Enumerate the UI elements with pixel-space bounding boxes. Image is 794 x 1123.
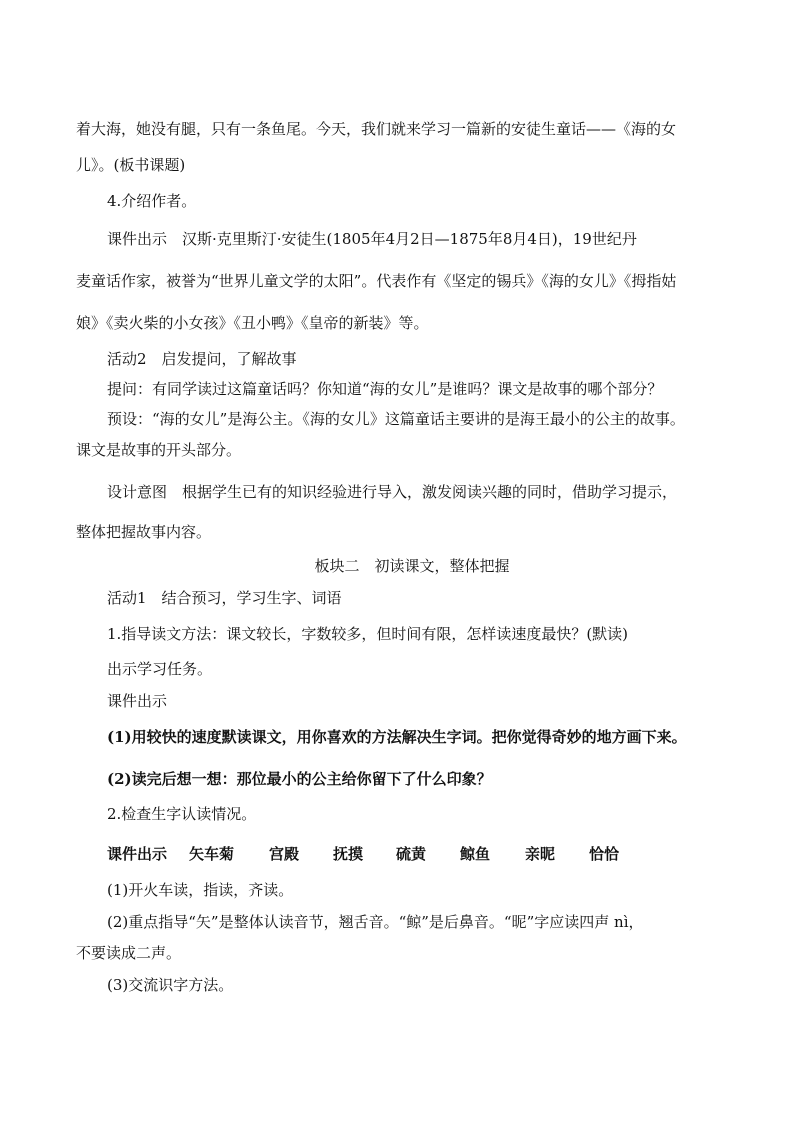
paragraph-intro-line-2: 儿》。(板书课题) xyxy=(76,156,186,174)
section-2-heading xyxy=(0,556,794,576)
step-introduce-author: 4.介绍作者。 xyxy=(107,192,197,210)
show-task-line: 出示学习任务。 xyxy=(107,660,213,678)
pronunciation-guide-line-1: (2)重点指导“矢”是整体认读音节，翘舌音。“鲸”是后鼻音。“昵”字应读四声 nì， xyxy=(107,913,644,931)
preset-answer-line-1: 预设：“海的女儿”是海公主。《海的女儿》这篇童话主要讲的是海王最小的公主的故事。 xyxy=(107,410,685,428)
author-info-line-2: 麦童话作家，被誉为“世界儿童文学的太阳”。代表作有《坚定的锡兵》《海的女儿》《拇指姑 xyxy=(76,272,677,290)
section-2-heading-text: 板块二 初读课文，整体把握 xyxy=(314,557,510,575)
design-intent-line-1: 设计意图 根据学生已有的知识经验进行导入，激发阅读兴趣的同时，借助学习提示， xyxy=(107,483,678,501)
vocab-word: 抚摸 xyxy=(333,845,364,863)
task-1-line: (1)用较快的速度默读课文，用你喜欢的方法解决生字词。把你觉得奇妙的地方画下来。 xyxy=(107,728,687,746)
vocab-word: 亲昵 xyxy=(525,845,556,863)
task-2-line: (2)读完后想一想：那位最小的公主给你留下了什么印象？ xyxy=(107,770,492,788)
vocab-word: 宫殿 xyxy=(269,845,300,863)
courseware-label: 课件出示 xyxy=(107,692,168,710)
exchange-method-line: (3)交流识字方法。 xyxy=(107,976,234,994)
author-info-line-3: 娘》《卖火柴的小女孩》《丑小鸭》《皇帝的新装》等。 xyxy=(76,314,429,332)
vocab-word: 矢车菊 xyxy=(189,845,235,863)
design-intent-line-2: 整体把握故事内容。 xyxy=(76,523,212,541)
reading-method-line: 1.指导读文方法：课文较长，字数较多，但时间有限，怎样读速度最快？(默读) xyxy=(107,625,629,643)
question-line: 提问：有同学读过这篇童话吗？你知道“海的女儿”是谁吗？课文是故事的哪个部分？ xyxy=(107,380,663,398)
preset-answer-line-2: 课文是故事的开头部分。 xyxy=(76,441,242,459)
activity-1-heading: 活动1 结合预习，学习生字、词语 xyxy=(107,589,342,607)
pronunciation-guide-line-2: 不要读成二声。 xyxy=(76,944,182,962)
activity-2-heading: 活动2 启发提问，了解故事 xyxy=(107,350,297,368)
vocab-label: 课件出示 xyxy=(107,845,168,863)
vocab-word: 硫黄 xyxy=(396,845,427,863)
reading-practice-line: (1)开火车读，指读，齐读。 xyxy=(107,881,294,899)
vocab-word: 鲸鱼 xyxy=(460,845,491,863)
check-characters-line: 2.检查生字认读情况。 xyxy=(107,805,257,823)
paragraph-intro-line-1: 着大海，她没有腿，只有一条鱼尾。今天，我们就来学习一篇新的安徒生童话——《海的女 xyxy=(76,120,677,138)
author-info-line-1: 课件出示 汉斯·克里斯汀·安徒生(1805年4月2日—1875年8月4日)，19世纪丹 xyxy=(107,230,637,248)
vocab-word: 恰恰 xyxy=(589,845,620,863)
